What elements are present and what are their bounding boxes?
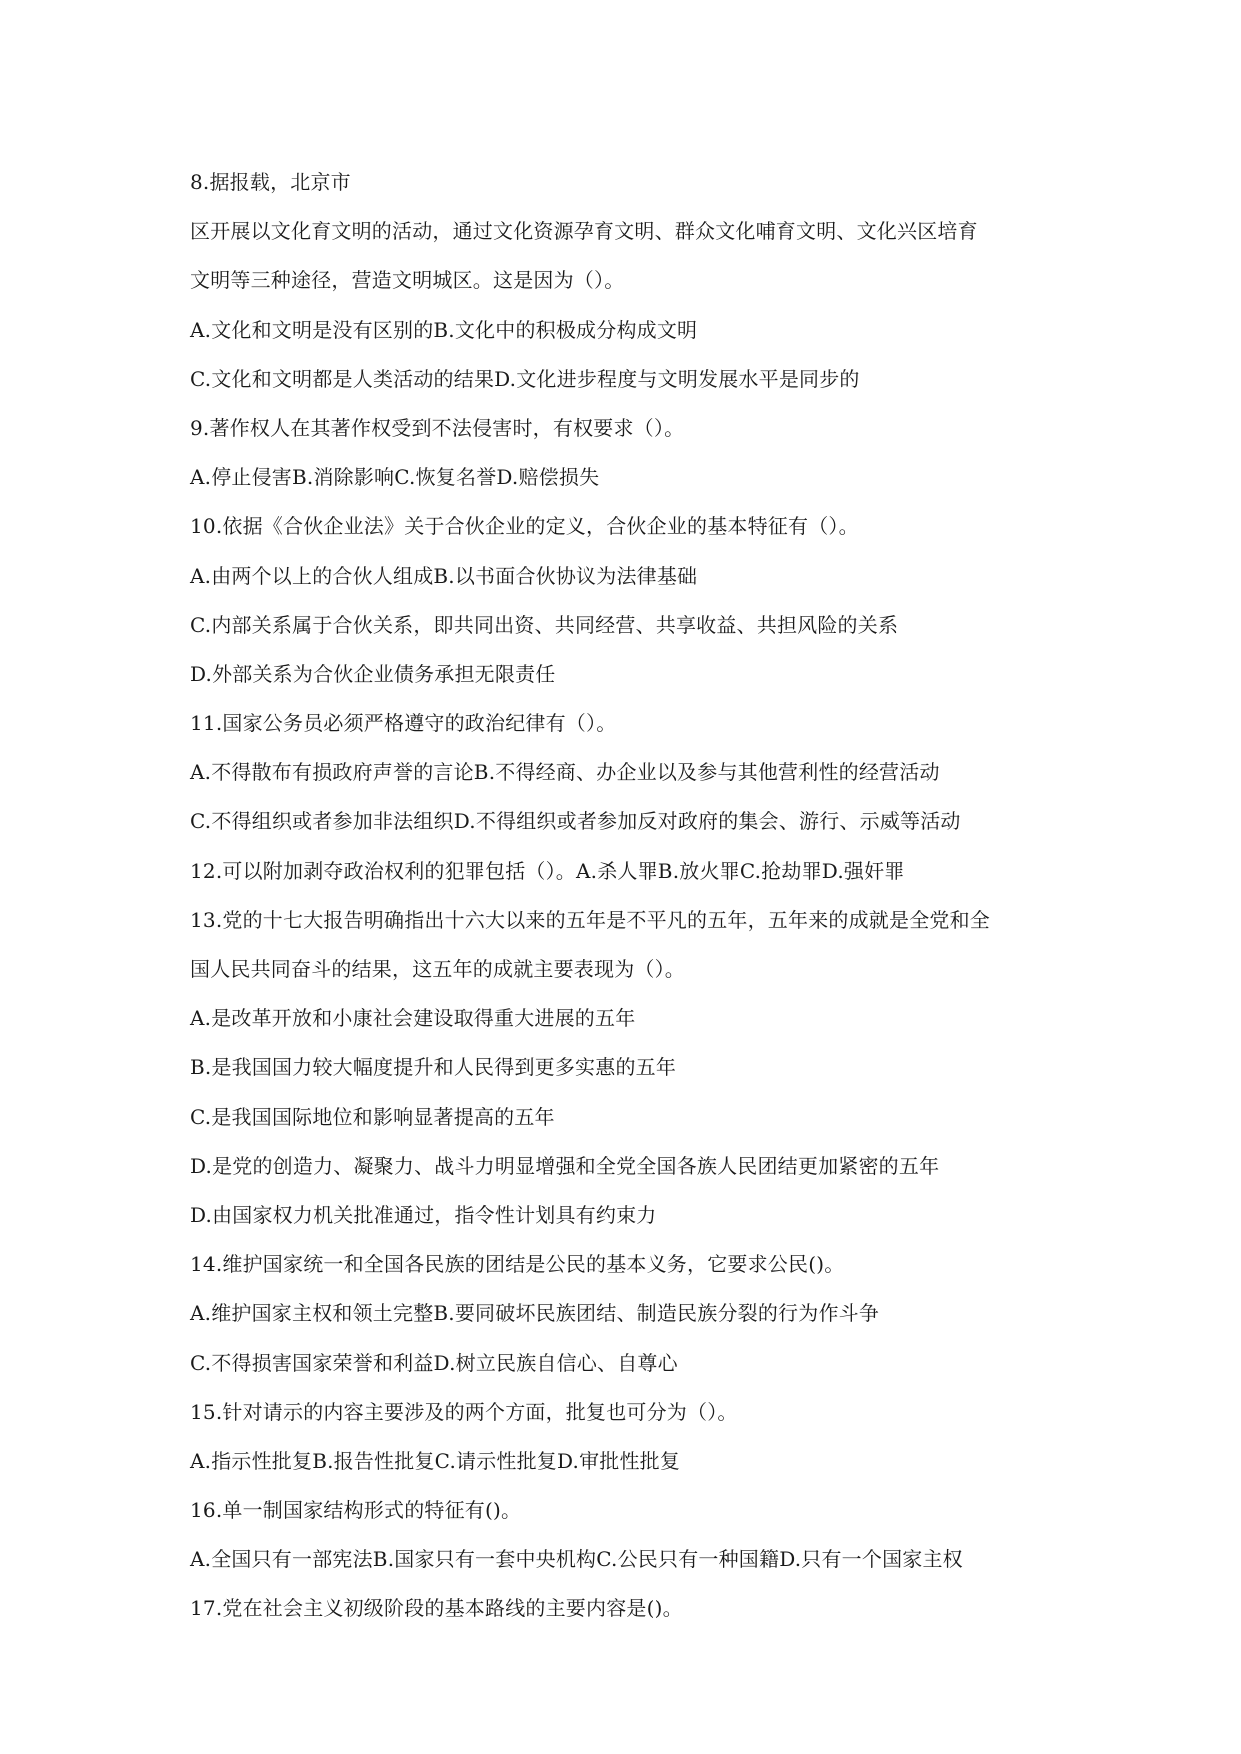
text-line: 15.针对请示的内容主要涉及的两个方面，批复也可分为（）。 (190, 1399, 738, 1424)
text-line: 13.党的十七大报告明确指出十六大以来的五年是不平凡的五年，五年来的成就是全党和全 (190, 907, 991, 932)
text-line: D.外部关系为合伙企业债务承担无限责任 (190, 661, 556, 686)
text-line: A.停止侵害B.消除影响C.恢复名誉D.赔偿损失 (190, 465, 600, 490)
text-line: 10.依据《合伙企业法》关于合伙企业的定义，合伙企业的基本特征有（）。 (190, 514, 859, 539)
text-line: C.不得损害国家荣誉和利益D.树立民族自信心、自尊心 (190, 1350, 678, 1375)
text-line: 16.单一制国家结构形式的特征有()。 (190, 1498, 522, 1523)
text-line: A.全国只有一部宪法B.国家只有一套中央机构C.公民只有一种国籍D.只有一个国家主权 (190, 1547, 963, 1572)
text-line: 区开展以文化育文明的活动，通过文化资源孕育文明、群众文化哺育文明、文化兴区培育 (190, 219, 978, 244)
text-line: A.文化和文明是没有区别的B.文化中的积极成分构成文明 (190, 317, 698, 342)
text-line: 国人民共同奋斗的结果，这五年的成就主要表现为（）。 (190, 957, 685, 981)
text-line: C.内部关系属于合伙关系，即共同出资、共同经营、共享收益、共担风险的关系 (190, 612, 899, 637)
text-line: 9.著作权人在其著作权受到不法侵害时，有权要求（）。 (190, 415, 685, 440)
text-line: A.指示性批复B.报告性批复C.请示性批复D.审批性批复 (190, 1448, 681, 1473)
text-line: A.维护国家主权和领土完整B.要同破坏民族团结、制造民族分裂的行为作斗争 (190, 1301, 880, 1326)
text-line: 8.据报载，北京市 (190, 170, 351, 194)
text-line: A.不得散布有损政府声誉的言论B.不得经商、办企业以及参与其他营利性的经营活动 (190, 760, 940, 785)
text-line: D.由国家权力机关批准通过，指令性计划具有约束力 (190, 1202, 657, 1227)
text-line: 14.维护国家统一和全国各民族的团结是公民的基本义务，它要求公民()。 (190, 1252, 845, 1277)
document-body (190, 158, 1070, 1634)
text-line: C.文化和文明都是人类活动的结果D.文化进步程度与文明发展水平是同步的 (190, 366, 860, 391)
text-line: D.是党的创造力、凝聚力、战斗力明显增强和全党全国各族人民团结更加紧密的五年 (190, 1153, 940, 1178)
text-line: 12.可以附加剥夺政治权利的犯罪包括（）。A.杀人罪B.放火罪C.抢劫罪D.强奸罪 (190, 858, 905, 883)
text-line: B.是我国国力较大幅度提升和人民得到更多实惠的五年 (190, 1055, 677, 1080)
text-line: 17.党在社会主义初级阶段的基本路线的主要内容是()。 (190, 1596, 683, 1621)
text-line: C.是我国国际地位和影响显著提高的五年 (190, 1104, 555, 1129)
text-line: 11.国家公务员必须严格遵守的政治纪律有（）。 (190, 711, 617, 736)
text-line: 文明等三种途径，营造文明城区。这是因为（）。 (190, 268, 625, 293)
text-line: A.是改革开放和小康社会建设取得重大进展的五年 (190, 1006, 636, 1031)
text-line: C.不得组织或者参加非法组织D.不得组织或者参加反对政府的集会、游行、示威等活动 (190, 809, 961, 834)
text-line: A.由两个以上的合伙人组成B.以书面合伙协议为法律基础 (190, 563, 698, 588)
